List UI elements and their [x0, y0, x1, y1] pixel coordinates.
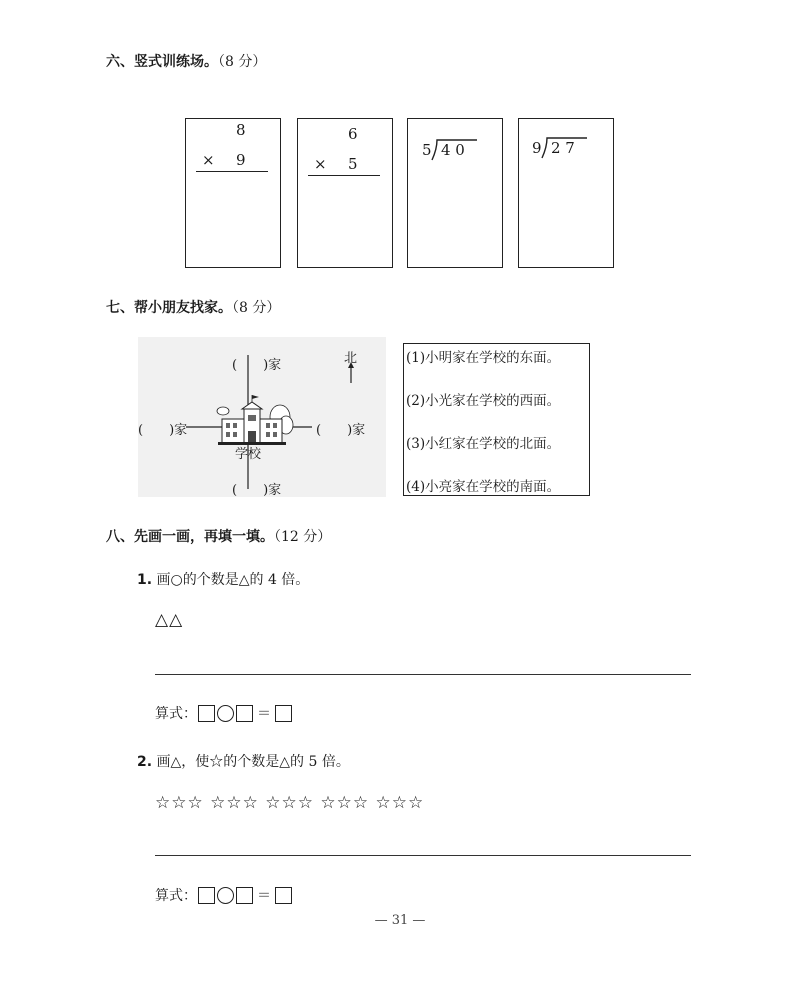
answer-line [196, 171, 268, 172]
division-calc-box-2[interactable] [518, 118, 614, 268]
section-8-title [106, 526, 331, 546]
question-2-text: 画△，使☆的个数是△的 5 倍。 [156, 754, 350, 770]
question-1 [137, 569, 309, 589]
section-7-title [106, 297, 280, 317]
divisor: 5 [422, 141, 432, 159]
formula-2-operator-blank[interactable] [217, 887, 234, 904]
formula-1 [155, 703, 293, 723]
question-1-text: 画○的个数是△的 4 倍。 [156, 572, 310, 588]
formula-1-equals: ＝ [257, 706, 271, 722]
given-stars: ☆☆☆ ☆☆☆ ☆☆☆ ☆☆☆ ☆☆☆ [155, 793, 425, 813]
section-8-points: （12 分） [274, 529, 332, 545]
formula-2-label: 算式： [155, 888, 197, 904]
formula-1-operator-blank[interactable] [217, 705, 234, 722]
question-1-number: 1. [137, 572, 153, 588]
drawing-line-1[interactable] [155, 674, 691, 675]
school-label: 学校 [235, 447, 262, 462]
answer-line [308, 175, 380, 176]
formula-2 [155, 885, 293, 905]
vertical-calc-box-2[interactable] [297, 118, 393, 268]
formula-1-result-blank[interactable] [275, 705, 292, 722]
formula-2-blank-1[interactable] [198, 887, 215, 904]
section-6-title [106, 51, 266, 71]
statement-2: (2)小光家在学校的西面。 [406, 393, 561, 409]
north-home-label: ( )家 [232, 358, 282, 373]
divisor: 9 [532, 139, 542, 157]
multiply-sign: × [314, 155, 327, 173]
section-7-title-text: 七、帮小朋友找家。 [106, 300, 232, 316]
formula-2-blank-2[interactable] [236, 887, 253, 904]
page-number: — 31 — [374, 913, 426, 928]
division-calc-box-1[interactable] [407, 118, 503, 268]
multiplicand: 8 [236, 121, 246, 139]
section-6-points: （8 分） [218, 54, 267, 70]
section-6-title-text: 六、竖式训练场。 [106, 54, 218, 70]
statement-1: (1)小明家在学校的东面。 [406, 350, 561, 366]
drawing-line-2[interactable] [155, 855, 691, 856]
dividend: 2 7 [551, 139, 575, 157]
statement-4: (4)小亮家在学校的南面。 [406, 479, 561, 495]
multiplier: 5 [348, 155, 358, 173]
formula-1-blank-2[interactable] [236, 705, 253, 722]
multiply-sign: × [202, 151, 215, 169]
south-home-label: ( )家 [232, 483, 282, 498]
multiplier: 9 [236, 151, 246, 169]
map-area [138, 337, 386, 497]
given-triangles: △△ [155, 610, 184, 630]
formula-1-label: 算式： [155, 706, 197, 722]
formula-2-result-blank[interactable] [275, 887, 292, 904]
question-2 [137, 751, 350, 771]
multiplicand: 6 [348, 125, 358, 143]
formula-2-equals: ＝ [257, 888, 271, 904]
statements-box [403, 343, 590, 496]
west-home-label: ( )家 [138, 423, 188, 438]
section-8-title-text: 八、先画一画，再填一填。 [106, 529, 274, 545]
east-home-label: ( )家 [316, 423, 366, 438]
vertical-calc-box-1[interactable] [185, 118, 281, 268]
section-7-points: （8 分） [232, 300, 281, 316]
question-2-number: 2. [137, 754, 153, 770]
dividend: 4 0 [441, 141, 465, 159]
north-label: 北 [344, 351, 358, 366]
statement-3: (3)小红家在学校的北面。 [406, 436, 561, 452]
formula-1-blank-1[interactable] [198, 705, 215, 722]
school-building-icon [210, 395, 294, 447]
